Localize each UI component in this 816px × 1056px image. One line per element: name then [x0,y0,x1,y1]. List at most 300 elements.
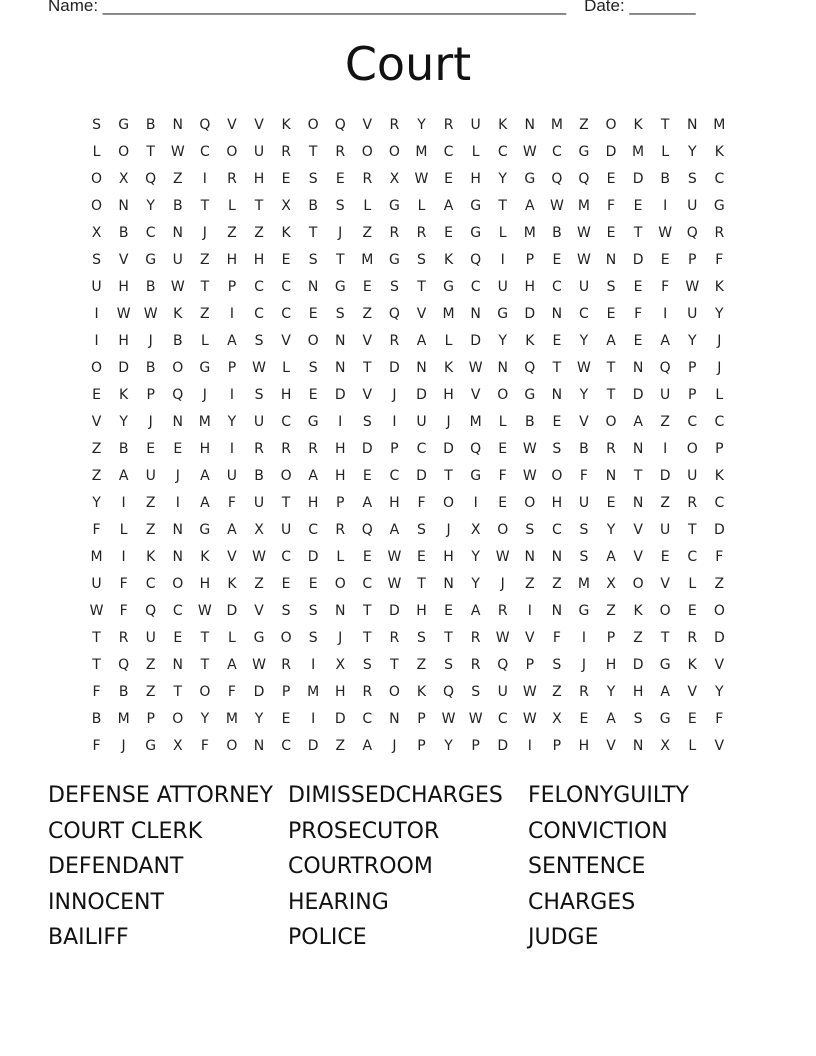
grid-letter: P [417,711,426,727]
grid-letter: K [633,603,643,619]
grid-letter: A [525,198,535,214]
grid-letter: N [470,306,481,322]
grid-letter: U [253,414,265,430]
grid-letter: C [145,576,156,592]
grid-letter: X [281,198,291,214]
grid-letter: R [281,441,291,457]
grid-letter: R [470,657,481,673]
grid-letter: E [362,549,372,565]
grid-letter: J [392,738,397,754]
grid-letter: Q [686,225,698,241]
grid-letter: I [229,306,234,322]
grid-letter: C [687,414,698,430]
grid-letter: A [660,333,670,349]
grid-letter: J [717,360,722,376]
grid-letter: H [199,576,211,592]
grid-letter: C [281,738,291,754]
date-blank: _______ [629,0,696,15]
grid-letter: C [714,414,725,430]
word-list-item: FELONYGUILTY [528,783,689,808]
grid-letter: H [416,603,427,619]
grid-letter: C [362,711,373,727]
grid-letter: Y [687,333,697,349]
grid-letter: C [579,306,589,322]
grid-letter: S [417,522,426,538]
grid-letter: J [338,225,343,241]
grid-letter: T [417,279,426,295]
grid-letter: N [632,360,644,376]
grid-letter: F [715,711,724,727]
grid-letter: T [633,225,643,241]
grid-letter: I [527,738,532,754]
grid-letter: U [470,117,481,133]
word-list-item: PROSECUTOR [288,818,440,844]
grid-letter: X [335,657,346,673]
grid-letter: M [442,306,455,322]
grid-letter: J [446,522,451,538]
grid-letter: V [633,549,643,565]
grid-letter: E [579,711,589,727]
grid-letter: H [578,738,590,754]
grid-letter: U [91,279,102,295]
grid-letter: J [148,414,153,430]
grid-letter: I [94,333,99,349]
grid-letter: P [390,441,399,457]
grid-letter: Z [227,225,237,241]
grid-letter: O [307,117,319,133]
grid-letter: N [172,225,184,241]
grid-letter: O [497,387,509,403]
grid-letter: K [443,360,454,376]
grid-letter: A [118,468,129,484]
grid-letter: L [688,738,697,754]
grid-letter: X [118,171,129,187]
grid-letter: H [470,171,481,187]
grid-letter: K [416,684,427,700]
grid-letter: B [145,117,156,133]
grid-row [83,112,733,139]
grid-letter: V [470,387,481,403]
grid-letter: G [470,198,482,214]
grid-letter: M [198,414,211,430]
grid-letter: W [522,144,537,160]
grid-letter: D [307,549,319,565]
grid-letter: E [308,306,318,322]
grid-letter: I [500,252,505,268]
grid-letter: I [663,306,668,322]
grid-letter: D [226,603,238,619]
grid-letter: L [688,576,697,592]
grid-letter: M [225,711,238,727]
grid-letter: A [227,522,237,538]
grid-letter: Y [417,117,426,133]
grid-letter: R [335,144,346,160]
grid-letter: B [91,711,102,727]
grid-letter: N [632,738,644,754]
grid-letter: S [308,252,318,268]
grid-letter: E [444,225,453,241]
grid-letter: D [416,387,427,403]
grid-letter: C [497,711,508,727]
grid-letter: U [660,522,671,538]
grid-letter: N [172,117,184,133]
grid-letter: T [281,495,291,511]
grid-letter: X [552,711,562,727]
grid-letter: N [524,549,536,565]
grid-letter: O [632,576,644,592]
grid-letter: Y [715,306,724,322]
grid-letter: T [660,630,670,646]
grid-letter: E [308,576,318,592]
grid-letter: S [687,171,697,187]
grid-letter: E [498,495,508,511]
grid-letter: H [253,252,265,268]
grid-letter: A [443,198,454,214]
grid-letter: Y [92,495,101,511]
grid-row [83,733,733,760]
grid-letter: W [549,198,564,214]
grid-letter: G [253,630,265,646]
grid-letter: R [416,225,427,241]
grid-letter: I [121,495,126,511]
grid-letter: O [172,360,184,376]
grid-letter: I [338,414,343,430]
grid-letter: L [471,144,480,160]
grid-letter: R [497,603,508,619]
grid-letter: Q [145,171,157,187]
grid-letter: J [500,576,505,592]
grid-letter: R [470,630,481,646]
grid-letter: X [91,225,102,241]
grid-letter: K [687,657,697,673]
grid-row [83,247,733,274]
grid-letter: E [308,387,318,403]
grid-letter: T [308,144,318,160]
grid-letter: U [145,630,156,646]
grid-letter: L [228,630,236,646]
grid-letter: Q [497,657,509,673]
grid-letter: R [118,630,129,646]
grid-letter: D [497,738,509,754]
grid-letter: D [334,711,346,727]
grid-letter: R [362,171,373,187]
grid-letter: Z [362,306,373,322]
grid-letter: I [663,198,668,214]
grid-letter: J [202,225,207,241]
grid-letter: Z [660,495,670,511]
grid-letter: A [362,738,373,754]
grid-letter: H [334,468,346,484]
grid-letter: A [606,549,616,565]
grid-letter: O [659,603,671,619]
grid-letter: B [579,441,589,457]
grid-letter: S [92,117,101,133]
grid-letter: N [307,279,319,295]
grid-letter: D [334,387,346,403]
grid-letter: W [252,657,266,673]
grid-letter: F [227,684,236,700]
grid-letter: R [389,333,400,349]
grid-letter: Q [118,657,130,673]
grid-letter: V [362,333,373,349]
grid-letter: W [252,360,266,376]
grid-letter: C [199,144,210,160]
grid-letter: S [633,711,643,727]
grid-letter: H [226,252,238,268]
grid-letter: T [552,360,562,376]
grid-letter: T [200,657,210,673]
grid-letter: G [199,360,211,376]
grid-letter: U [687,468,698,484]
grid-letter: G [578,603,590,619]
grid-letter: T [200,630,210,646]
grid-letter: O [605,414,617,430]
grid-letter: U [497,684,508,700]
word-list-item: CHARGES [528,889,636,915]
grid-letter: H [632,684,644,700]
grid-letter: N [687,117,698,133]
grid-letter: J [581,657,587,673]
grid-letter: S [335,198,345,214]
grid-letter: O [524,495,536,511]
grid-letter: R [227,171,237,187]
grid-letter: S [308,171,318,187]
grid-letter: M [550,117,563,133]
grid-letter: Y [715,684,724,700]
grid-letter: I [311,711,316,727]
grid-letter: S [362,657,372,673]
grid-letter: F [119,576,128,592]
grid-letter: O [280,630,292,646]
grid-letter: C [497,144,508,160]
grid-letter: S [552,441,562,457]
grid-letter: X [660,738,670,754]
grid-letter: I [94,306,99,322]
grid-letter: G [145,738,157,754]
grid-letter: M [307,684,320,700]
letter-grid [83,112,733,760]
grid-letter: O [199,684,211,700]
grid-letter: U [145,468,156,484]
grid-letter: Z [633,630,643,646]
grid-letter: N [172,657,184,673]
grid-letter: K [633,117,643,133]
grid-letter: W [197,603,212,619]
grid-letter: Z [552,576,562,592]
grid-letter: D [632,252,644,268]
grid-letter: K [443,252,454,268]
grid-letter: O [280,468,292,484]
grid-row [83,220,733,247]
grid-letter: S [444,657,453,673]
grid-letter: J [446,414,451,430]
grid-letter: P [417,738,426,754]
grid-letter: P [688,360,697,376]
grid-letter: R [606,441,616,457]
grid-letter: O [118,144,130,160]
grid-letter: E [281,252,291,268]
grid-letter: A [227,657,237,673]
grid-letter: H [280,387,292,403]
grid-letter: P [688,252,697,268]
grid-letter: E [606,171,616,187]
grid-row [83,355,733,382]
grid-letter: D [605,144,617,160]
grid-letter: G [145,252,157,268]
grid-letter: C [281,279,291,295]
grid-letter: U [253,495,265,511]
grid-row [83,544,733,571]
grid-letter: V [525,630,535,646]
grid-letter: V [714,738,725,754]
grid-letter: E [281,171,291,187]
grid-letter: D [253,684,265,700]
grid-letter: E [606,306,616,322]
grid-letter: T [444,630,453,646]
grid-letter: S [92,252,101,268]
grid-letter: F [606,198,616,214]
grid-letter: S [281,603,291,619]
grid-letter: N [172,414,184,430]
grid-letter: M [117,711,130,727]
grid-letter: E [146,441,156,457]
grid-letter: N [416,360,427,376]
grid-letter: K [498,117,508,133]
grid-letter: Z [524,576,535,592]
grid-letter: N [632,441,644,457]
grid-letter: Z [91,441,102,457]
grid-letter: G [470,225,482,241]
grid-letter: K [227,576,237,592]
grid-letter: C [443,144,454,160]
grid-row [83,598,733,625]
grid-letter: V [254,117,264,133]
grid-letter: G [199,522,211,538]
grid-letter: U [660,387,671,403]
grid-letter: J [392,387,397,403]
grid-letter: M [577,198,590,214]
grid-letter: L [282,360,290,376]
grid-letter: G [388,198,400,214]
grid-letter: C [145,225,156,241]
grid-letter: P [715,441,724,457]
grid-letter: D [713,630,725,646]
name-label: Name: [48,0,103,15]
grid-letter: A [200,468,210,484]
grid-letter: T [200,198,210,214]
grid-letter: E [606,495,616,511]
grid-letter: W [577,252,591,268]
grid-letter: Y [471,549,480,565]
grid-letter: R [254,441,264,457]
grid-row [83,517,733,544]
grid-letter: Z [416,657,427,673]
grid-letter: C [551,522,562,538]
grid-letter: D [443,441,454,457]
grid-row [83,328,733,355]
grid-letter: U [226,468,238,484]
grid-letter: Y [687,144,697,160]
grid-letter: T [92,630,101,646]
grid-letter: O [91,198,103,214]
grid-letter: N [335,360,346,376]
grid-letter: N [443,576,454,592]
grid-letter: B [118,441,129,457]
grid-row [83,679,733,706]
grid-letter: O [605,117,617,133]
grid-row [83,193,733,220]
grid-letter: S [335,306,345,322]
grid-letter: Y [498,171,507,187]
grid-letter: A [606,333,616,349]
word-list-item: CONVICTION [528,818,668,844]
grid-letter: T [606,360,616,376]
grid-letter: I [473,495,478,511]
grid-letter: Y [606,684,616,700]
grid-letter: Q [388,306,400,322]
grid-letter: A [633,414,643,430]
grid-letter: M [632,144,645,160]
grid-letter: Z [91,468,102,484]
grid-letter: Q [172,387,184,403]
grid-letter: F [227,495,236,511]
grid-letter: Z [200,252,210,268]
grid-letter: L [336,549,345,565]
grid-letter: K [281,117,291,133]
grid-letter: S [525,522,535,538]
grid-letter: N [632,495,644,511]
grid-letter: V [362,387,373,403]
grid-letter: N [253,738,265,754]
grid-letter: T [363,603,372,619]
grid-letter: U [172,252,183,268]
grid-letter: S [606,279,616,295]
grid-letter: T [173,684,183,700]
grid-letter: E [633,198,643,214]
grid-letter: K [714,144,724,160]
grid-letter: R [579,684,589,700]
grid-letter: M [713,117,726,133]
grid-letter: D [389,603,400,619]
grid-letter: S [417,252,426,268]
grid-letter: T [308,225,318,241]
grid-letter: D [632,171,644,187]
grid-letter: H [524,279,536,295]
grid-letter: I [392,414,397,430]
grid-letter: X [172,738,183,754]
grid-letter: I [229,387,234,403]
grid-letter: Z [254,225,264,241]
grid-letter: O [91,171,103,187]
grid-letter: V [714,657,725,673]
grid-letter: B [145,279,156,295]
grid-letter: E [362,468,372,484]
grid-letter: N [172,549,184,565]
grid-letter: E [633,279,643,295]
grid-letter: O [334,576,346,592]
grid-letter: C [254,306,264,322]
grid-letter: N [551,603,563,619]
grid-letter: C [281,549,291,565]
grid-letter: Q [659,360,671,376]
grid-letter: S [579,522,589,538]
grid-letter: V [227,549,237,565]
grid-row [83,490,733,517]
grid-letter: U [578,495,590,511]
grid-letter: X [389,171,400,187]
grid-letter: K [173,306,183,322]
grid-letter: T [660,117,670,133]
